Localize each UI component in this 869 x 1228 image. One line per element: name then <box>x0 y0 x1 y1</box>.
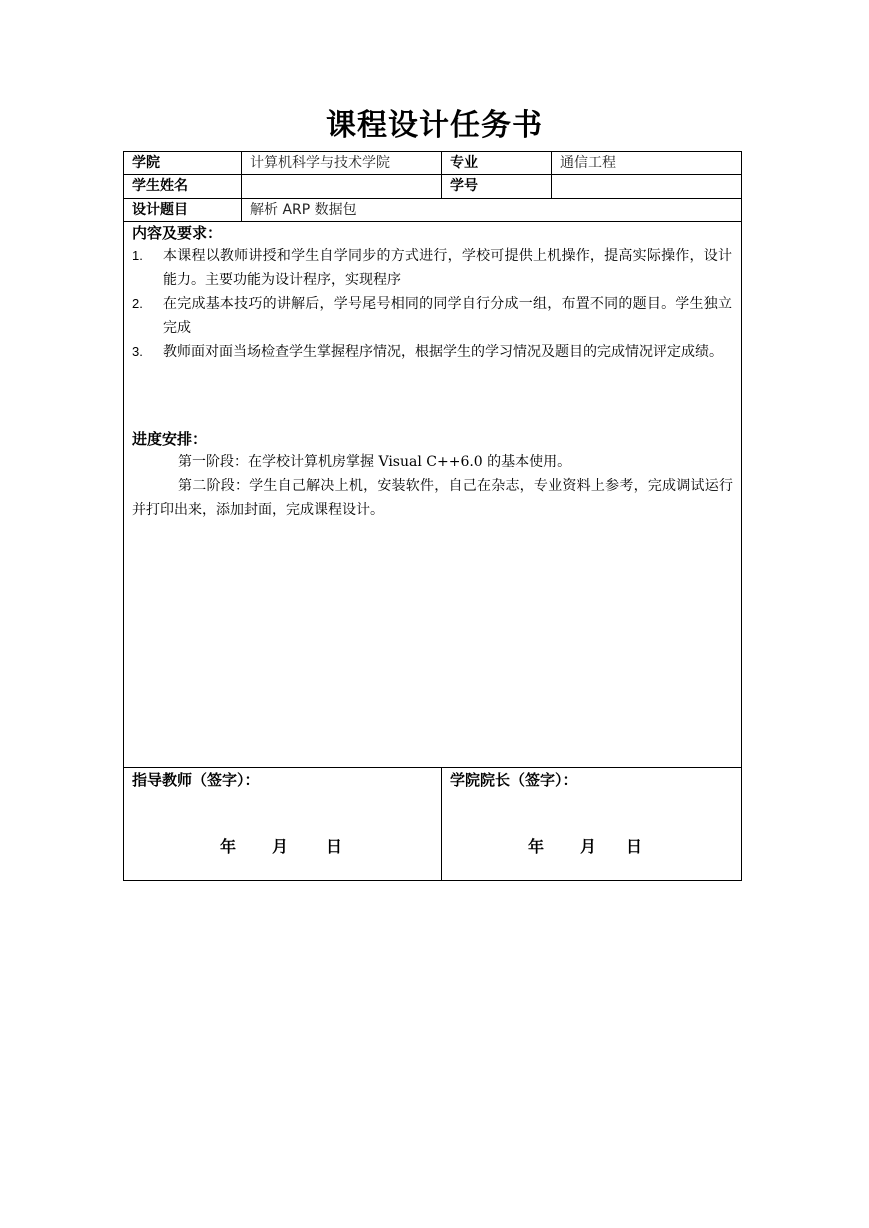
list-item <box>132 292 732 340</box>
list-item-text: 在完成基本技巧的讲解后，学号尾号相同的同学自行分成一组，布置不同的题目。学生独立完成 <box>163 296 732 336</box>
college-value: 计算机科学与技术学院 <box>250 155 390 171</box>
schedule-stage-1: 第一阶段：在学校计算机房掌握 Visual C++6.0 的基本使用。 <box>178 454 572 470</box>
dean-date-year: 年 <box>528 837 545 856</box>
advisor-date-year: 年 <box>220 837 237 856</box>
column-divider <box>241 152 242 221</box>
list-item-text: 教师面对面当场检查学生掌握程序情况，根据学生的学习情况及题目的完成情况评定成绩。 <box>163 344 723 360</box>
list-item-number: 1. <box>132 248 143 263</box>
schedule-stage-2: 第二阶段：学生自己解决上机，安装软件，自己在杂志，专业资料上参考，完成调试运行并打印出来，添加封面，完成课程设计。 <box>132 478 733 518</box>
dean-signature-label: 学院院长（签字）： <box>450 771 578 789</box>
requirements-list <box>132 244 732 364</box>
advisor-date-day: 日 <box>326 837 343 856</box>
schedule-heading: 进度安排： <box>132 430 208 448</box>
list-item-number: 2. <box>132 296 143 311</box>
document-title: 课程设计任务书 <box>326 108 543 143</box>
column-divider <box>441 152 442 198</box>
college-label: 学院 <box>132 155 160 171</box>
topic-label: 设计题目 <box>132 202 188 218</box>
advisor-signature-label: 指导教师（签字）： <box>132 771 260 789</box>
list-item-text: 本课程以教师讲授和学生自学同步的方式进行，学校可提供上机操作，提高实际操作，设计能力。主要功能为设计程序，实现程序 <box>163 248 732 288</box>
dean-date-month: 月 <box>580 837 597 856</box>
row-divider <box>124 198 741 199</box>
major-label: 专业 <box>450 155 478 171</box>
list-item-number: 3. <box>132 344 143 359</box>
column-divider <box>441 767 442 881</box>
student-name-label: 学生姓名 <box>132 178 188 194</box>
requirements-heading: 内容及要求： <box>132 224 223 242</box>
row-divider <box>124 767 741 768</box>
list-item <box>132 340 732 364</box>
list-item <box>132 244 732 292</box>
row-divider <box>124 174 741 175</box>
task-form-table <box>123 151 742 881</box>
major-value: 通信工程 <box>560 155 616 171</box>
column-divider <box>551 152 552 198</box>
dean-date-day: 日 <box>626 837 643 856</box>
advisor-date-month: 月 <box>272 837 289 856</box>
student-id-label: 学号 <box>450 178 478 194</box>
topic-value: 解析 ARP 数据包 <box>250 202 357 218</box>
